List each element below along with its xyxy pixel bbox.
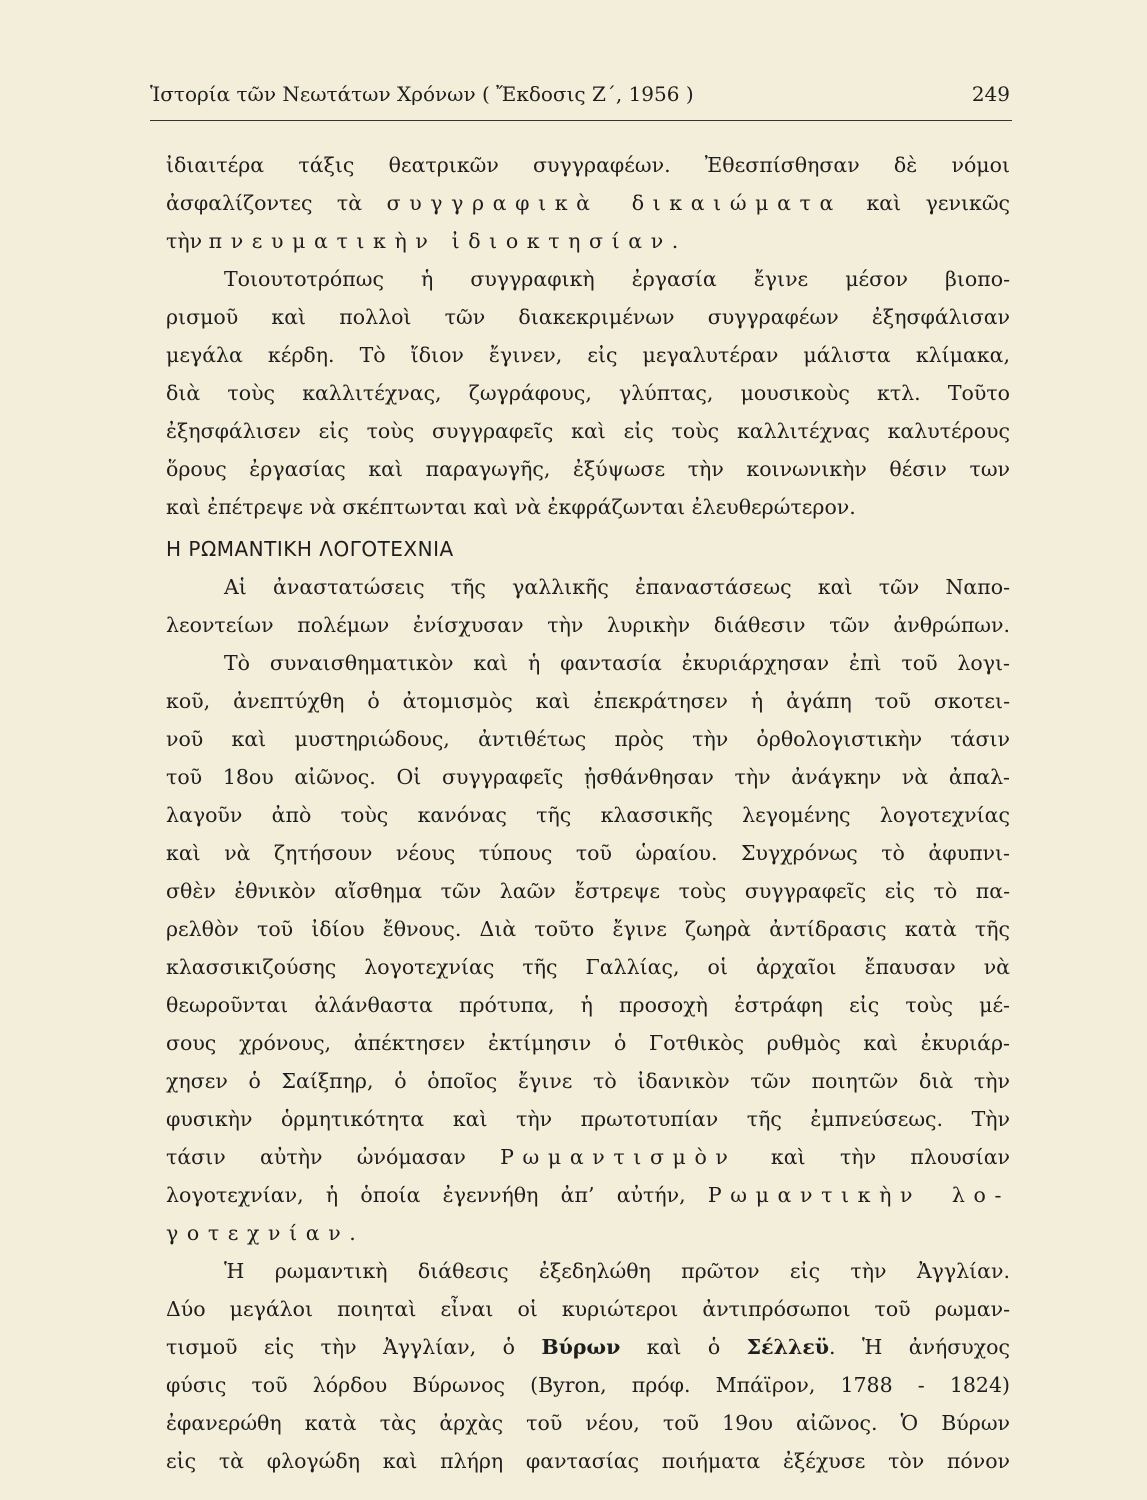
spaced-term: Ρωμαντικὴν λο- [707, 1183, 1010, 1207]
spaced-term: πνευματικὴν ἰδιοκτησίαν. [208, 229, 687, 253]
page-header [150, 80, 1010, 120]
page-number: 249 [971, 82, 1010, 106]
text-line: τοῦ 18ου αἰῶνος. Οἱ συγγραφεῖς ᾐσθάνθησαν τὴν ἀνάγκην νὰ ἀπαλ- [166, 765, 1010, 789]
text-line: κλασσικιζούσης λογοτεχνίας τῆς Γαλλίας, οἱ ἀρχαῖοι ἔπαυσαν νὰ [166, 955, 1010, 979]
section-heading: Η ΡΩΜΑΝΤΙΚΗ ΛΟΓΟΤΕΧΝΙΑ [166, 537, 454, 561]
text-line: ὅρους ἐργασίας καὶ παραγωγῆς, ἐξύψωσε τὴν κοινωνικὴν θέσιν των [166, 457, 1010, 481]
text-line: φυσικὴν ὁρμητικότητα καὶ τὴν πρωτοτυπίαν τῆς ἐμπνεύσεως. Τὴν [166, 1107, 1010, 1131]
text-line: χησεν ὁ Σαίξπηρ, ὁ ὁποῖος ἔγινε τὸ ἰδανικὸν τῶν ποιητῶν διὰ τὴν [166, 1069, 1010, 1093]
text-line: σθὲν ἐθνικὸν αἴσθημα τῶν λαῶν ἔστρεψε τοὺς συγγραφεῖς εἰς τὸ πα- [166, 879, 1010, 903]
text-line: νοῦ καὶ μυστηριώδους, ἀντιθέτως πρὸς τὴν ὀρθολογιστικὴν τάσιν [166, 727, 1010, 751]
header-rule [150, 120, 1012, 121]
text-line: μεγάλα κέρδη. Τὸ ἴδιον ἔγινεν, εἰς μεγαλυτέραν μάλιστα κλίμακα, [166, 343, 1010, 367]
running-title: Ἱστορία τῶν Νεωτάτων Χρόνων ( Ἔκδοσις Ζ΄, 1956 ) [150, 82, 694, 106]
text-line: τισμοῦ εἰς τὴν Ἀγγλίαν, ὁ Βύρων καὶ ὁ Σέλλεϋ. Ἡ ἀνήσυχος [166, 1335, 1010, 1359]
spaced-term: γοτεχνίαν. [166, 1221, 365, 1245]
text-line: ἰδιαιτέρα τάξις θεατρικῶν συγγραφέων. Ἐθεσπίσθησαν δὲ νόμοι [166, 153, 1010, 177]
text-line: ρισμοῦ καὶ πολλοὶ τῶν διακεκριμένων συγγραφέων ἐξησφάλισαν [166, 305, 1010, 329]
text-line: θεωροῦνται ἀλάνθαστα πρότυπα, ἡ προσοχὴ ἐστράφη εἰς τοὺς μέ- [166, 993, 1010, 1017]
text-line: κοῦ, ἀνεπτύχθη ὁ ἀτομισμὸς καὶ ἐπεκράτησεν ἡ ἀγάπη τοῦ σκοτει- [166, 689, 1010, 713]
paragraph-start-line: Ἡ ρωμαντικὴ διάθεσις ἐξεδηλώθη πρῶτον εἰς τὴν Ἀγγλίαν. [224, 1259, 1010, 1283]
text-line: τάσιν αὐτὴν ὠνόμασαν Ρωμαντισμὸν καὶ τὴν πλουσίαν [166, 1145, 1010, 1169]
text-line: καὶ νὰ ζητήσουν νέους τύπους τοῦ ὡραίου. Συγχρόνως τὸ ἀφυπνι- [166, 841, 1010, 865]
spaced-term: Ρωμαντισμὸν [500, 1145, 737, 1169]
text-line [166, 1216, 1010, 1250]
paragraph-start-line: Τοιουτοτρόπως ἡ συγγραφικὴ ἐργασία ἔγινε μέσον βιοπο- [224, 267, 1010, 291]
paragraph-start-line: Αἱ ἀναστατώσεις τῆς γαλλικῆς ἐπαναστάσεως καὶ τῶν Ναπο- [224, 575, 1010, 599]
text-line: εἰς τὰ φλογώδη καὶ πλήρη φαντασίας ποιήματα ἐξέχυσε τὸν πόνον [166, 1449, 1010, 1473]
text-line: σους χρόνους, ἀπέκτησεν ἐκτίμησιν ὁ Γοτθικὸς ρυθμὸς καὶ ἐκυριάρ- [166, 1031, 1010, 1055]
bold-name-byron: Βύρων [541, 1335, 621, 1359]
text-line: ρελθὸν τοῦ ἰδίου ἔθνους. Διὰ τοῦτο ἔγινε ζωηρὰ ἀντίδρασις κατὰ τῆς [166, 917, 1010, 941]
text-line: ἐφανερώθη κατὰ τὰς ἀρχὰς τοῦ νέου, τοῦ 19ου αἰῶνος. Ὁ Βύρων [166, 1411, 1010, 1435]
text-line: φύσις τοῦ λόρδου Βύρωνος (Byron, πρόφ. Μπάϊρον, 1788 - 1824) [166, 1373, 1010, 1397]
text-line: ἐξησφάλισεν εἰς τοὺς συγγραφεῖς καὶ εἰς τοὺς καλλιτέχνας καλυτέρους [166, 419, 1010, 443]
text-line: διὰ τοὺς καλλιτέχνας, ζωγράφους, γλύπτας, μουσικοὺς κτλ. Τοῦτο [166, 381, 1010, 405]
text-line: Δύο μεγάλοι ποιηταὶ εἶναι οἱ κυριώτεροι ἀντιπρόσωποι τοῦ ρωμαν- [166, 1297, 1010, 1321]
text-line: ἀσφαλίζοντες τὰ συγγραφικὰ δικαιώματα καὶ γενικῶς [166, 191, 1011, 215]
text-line: λαγοῦν ἀπὸ τοὺς κανόνας τῆς κλασσικῆς λεγομένης λογοτεχνίας [166, 803, 1010, 827]
spaced-term: συγγραφικὰ δικαιώματα [386, 191, 842, 215]
text-line: λεοντείων πολέμων ἐνίσχυσαν τὴν λυρικὴν διάθεσιν τῶν ἀνθρώπων. [166, 613, 1010, 637]
text-line: λογοτεχνίαν, ἡ ὁποία ἐγεννήθη ἀπ’ αὐτήν, Ρωμαντικὴν λο- [166, 1183, 1010, 1207]
paragraph-start-line: Τὸ συναισθηματικὸν καὶ ἡ φαντασία ἐκυριάρχησαν ἐπὶ τοῦ λογι- [224, 651, 1010, 675]
text-line: καὶ ἐπέτρεψε νὰ σκέπτωνται καὶ νὰ ἐκφράζωνται ἐλευθερώτερον. [166, 495, 856, 519]
bold-name-shelley: Σέλλεϋ [746, 1335, 829, 1359]
text-line: τὴν πνευματικὴν ἰδιοκτησίαν. [166, 229, 687, 253]
